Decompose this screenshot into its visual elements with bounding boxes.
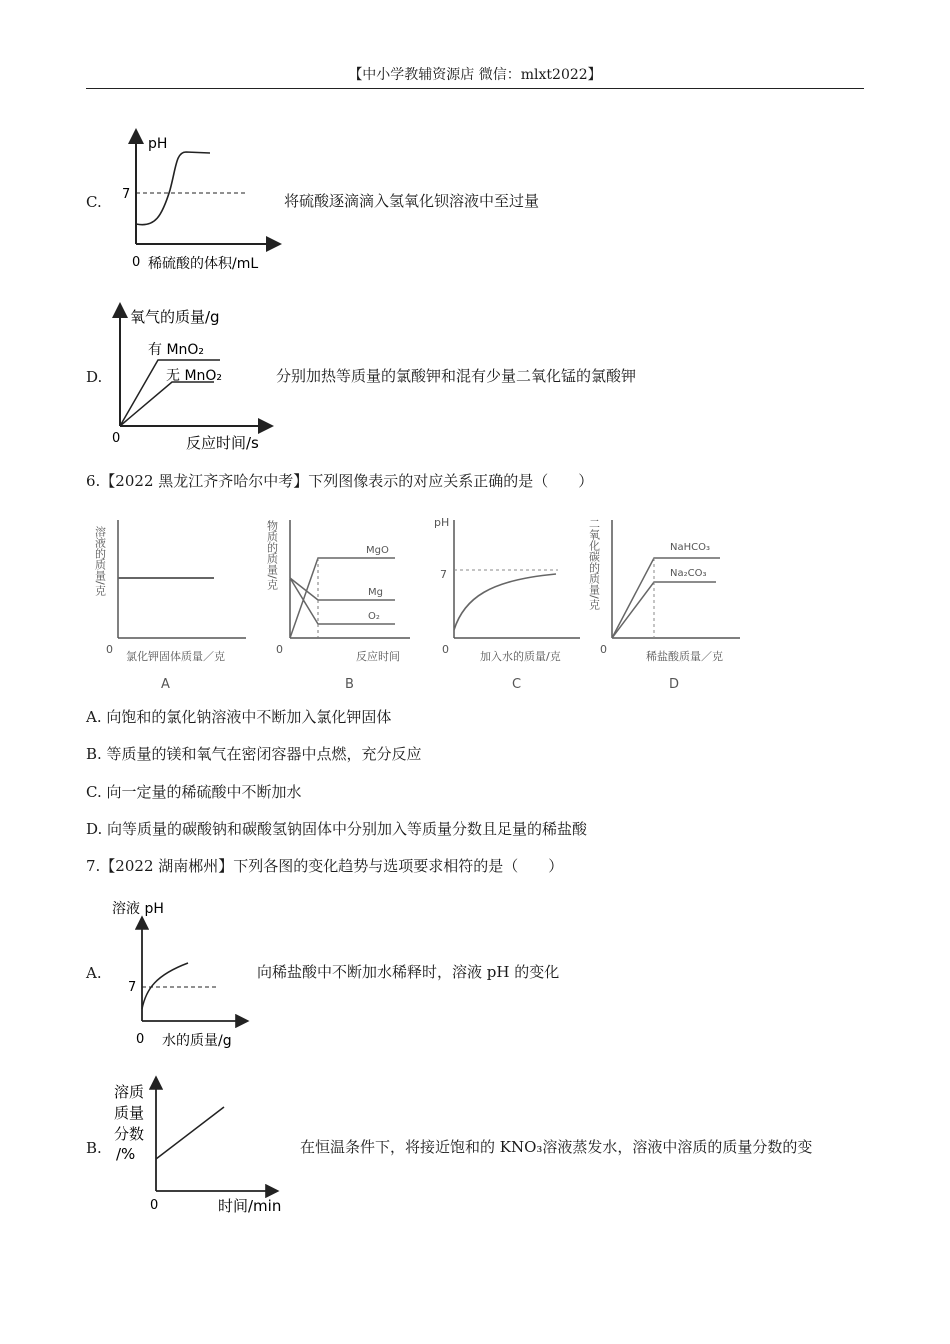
- q7-graph-ph-dilution: [108, 893, 268, 1053]
- x-axis-label: 稀盐酸质量／克: [646, 650, 723, 663]
- caption: A: [161, 677, 170, 692]
- origin-label: 0: [132, 255, 141, 270]
- q7-option-a-label: A.: [86, 964, 102, 982]
- q6-graph-d: [587, 508, 760, 693]
- q7-option-b-text: 在恒温条件下，将接近饱和的 KNO₃溶液蒸发水，溶液中溶质的质量分数的变: [300, 1138, 813, 1156]
- x-axis-label: 反应时间/s: [186, 434, 259, 452]
- origin-label: 0: [150, 1198, 159, 1213]
- y-label-line1: 溶质: [114, 1083, 145, 1101]
- graph-oxygen-mass: [110, 300, 290, 455]
- curve-with-mno2: 有 MnO₂: [148, 342, 205, 358]
- q6-graph-a: [93, 508, 261, 693]
- x-axis-label: 时间/min: [218, 1197, 282, 1215]
- question-7-stem: 7.【2022 湖南郴州】下列各图的变化趋势与选项要求相符的是（ ）: [86, 857, 564, 875]
- y-label-line3: 分数: [114, 1125, 145, 1143]
- caption: D: [669, 677, 680, 692]
- graph-ph-sulfuric: [110, 128, 290, 278]
- option-c-label: C.: [86, 193, 102, 211]
- origin-label: 0: [442, 643, 449, 656]
- y-label-line2: 质量: [114, 1104, 145, 1122]
- q6-graph-c: [430, 508, 595, 693]
- q7-option-b-label: B.: [86, 1139, 102, 1157]
- page-header: 【中小学教辅资源店 微信：mlxt2022】: [86, 64, 864, 89]
- q6-option-b: B. 等质量的镁和氧气在密闭容器中点燃，充分反应: [86, 745, 422, 763]
- x-axis-label: 加入水的质量/克: [480, 650, 561, 663]
- y-axis-label: 溶液的质量/克: [93, 526, 107, 596]
- q6-option-c: C. 向一定量的稀硫酸中不断加水: [86, 783, 302, 801]
- q6-graph-b: [265, 508, 435, 693]
- y-axis-label: 氧气的质量/g: [130, 308, 220, 326]
- caption: B: [345, 677, 354, 692]
- x-axis-label: 反应时间: [356, 650, 400, 663]
- series-mgo: MgO: [366, 545, 389, 556]
- series-nahco3: NaHCO₃: [670, 542, 710, 553]
- q6-option-a: A. 向饱和的氯化钠溶液中不断加入氯化钾固体: [86, 708, 392, 726]
- series-o2: O₂: [368, 611, 380, 622]
- q7-graph-solute-fraction: [108, 1073, 298, 1223]
- origin-label: 0: [106, 643, 113, 656]
- origin-label: 0: [600, 643, 607, 656]
- ph-7-tick: 7: [128, 980, 137, 995]
- y-axis-label: pH: [148, 136, 168, 152]
- q7-option-a-text: 向稀盐酸中不断加水稀释时，溶液 pH 的变化: [257, 963, 560, 981]
- option-c-text: 将硫酸逐滴滴入氢氧化钡溶液中至过量: [284, 192, 540, 210]
- y-axis-label: 物质的质量/克: [265, 520, 279, 590]
- x-axis-label: 水的质量/g: [162, 1033, 232, 1049]
- y-axis-label: 溶液 pH: [112, 901, 164, 917]
- x-axis-label: 氯化钾固体质量／克: [126, 650, 225, 663]
- origin-label: 0: [276, 643, 283, 656]
- ph-7-tick: 7: [440, 568, 447, 581]
- origin-label: 0: [112, 431, 121, 446]
- x-axis-label: 稀硫酸的体积/mL: [148, 256, 259, 272]
- q6-option-d: D. 向等质量的碳酸钠和碳酸氢钠固体中分别加入等质量分数且足量的稀盐酸: [86, 820, 588, 838]
- origin-label: 0: [136, 1032, 145, 1047]
- y-axis-label: 二氧化碳的质量/克: [587, 518, 601, 610]
- curve-without-mno2: 无 MnO₂: [166, 368, 223, 384]
- series-na2co3: Na₂CO₃: [670, 568, 707, 579]
- y-label-line4: /%: [116, 1145, 136, 1163]
- caption: C: [512, 677, 522, 692]
- ph-7-tick: 7: [122, 187, 131, 202]
- option-d-text: 分别加热等质量的氯酸钾和混有少量二氧化锰的氯酸钾: [276, 367, 637, 385]
- option-d-label: D.: [86, 368, 103, 386]
- y-axis-label: pH: [434, 516, 450, 529]
- series-mg: Mg: [368, 587, 383, 598]
- question-6-stem: 6.【2022 黑龙江齐齐哈尔中考】下列图像表示的对应关系正确的是（ ）: [86, 472, 594, 490]
